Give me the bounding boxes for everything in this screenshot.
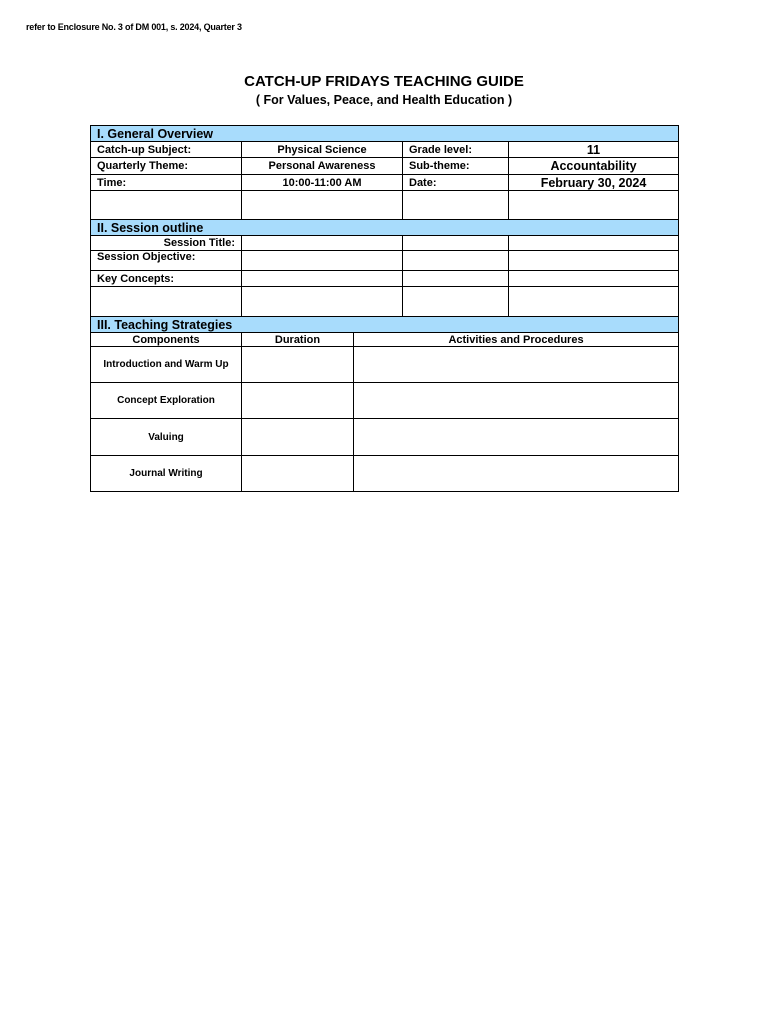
grade-value[interactable]: 11 — [509, 142, 679, 158]
blank-cell[interactable] — [91, 191, 242, 221]
key-concepts-value[interactable] — [242, 271, 403, 287]
activities-header: Activities and Procedures — [354, 333, 679, 347]
duration-header: Duration — [242, 333, 354, 347]
activities-cell[interactable] — [354, 456, 679, 492]
table-row — [91, 347, 679, 383]
general-overview-heading: I. General Overview — [91, 126, 679, 142]
activities-cell[interactable] — [354, 383, 679, 419]
duration-cell[interactable] — [242, 383, 354, 419]
blank-cell[interactable] — [403, 236, 509, 251]
components-header: Components — [91, 333, 242, 347]
enclosure-reference: refer to Enclosure No. 3 of DM 001, s. 2024, Quarter 3 — [26, 22, 242, 32]
blank-cell[interactable] — [509, 236, 679, 251]
blank-cell[interactable] — [242, 287, 403, 318]
document-title: CATCH-UP FRIDAYS TEACHING GUIDE — [244, 73, 524, 90]
session-outline-heading: II. Session outline — [91, 220, 679, 236]
subject-label: Catch-up Subject: — [91, 142, 242, 158]
session-title-label: Session Title: — [91, 236, 242, 251]
table-row — [91, 456, 679, 492]
activities-cell[interactable] — [354, 347, 679, 383]
activities-cell[interactable] — [354, 419, 679, 456]
blank-cell[interactable] — [403, 287, 509, 318]
session-objective-label: Session Objective: — [91, 251, 242, 271]
session-outline-table — [90, 219, 679, 318]
duration-cell[interactable] — [242, 347, 354, 383]
subject-value[interactable]: Physical Science — [242, 142, 403, 158]
blank-cell[interactable] — [509, 191, 679, 221]
blank-cell[interactable] — [91, 287, 242, 318]
teaching-strategies-heading: III. Teaching Strategies — [91, 317, 679, 333]
subtheme-label: Sub-theme: — [403, 158, 509, 175]
component-label: Concept Exploration — [91, 383, 242, 419]
session-objective-value[interactable] — [242, 251, 403, 271]
grade-label: Grade level: — [403, 142, 509, 158]
blank-cell[interactable] — [403, 251, 509, 271]
component-label: Valuing — [91, 419, 242, 456]
time-label: Time: — [91, 175, 242, 191]
date-label: Date: — [403, 175, 509, 191]
theme-label: Quarterly Theme: — [91, 158, 242, 175]
blank-cell[interactable] — [509, 271, 679, 287]
duration-cell[interactable] — [242, 419, 354, 456]
blank-cell[interactable] — [509, 287, 679, 318]
subtheme-value[interactable]: Accountability — [509, 158, 679, 175]
table-row — [91, 419, 679, 456]
blank-cell[interactable] — [242, 191, 403, 221]
document-subtitle: ( For Values, Peace, and Health Education ) — [255, 93, 513, 107]
duration-cell[interactable] — [242, 456, 354, 492]
table-row — [91, 383, 679, 419]
component-label: Journal Writing — [91, 456, 242, 492]
time-value[interactable]: 10:00-11:00 AM — [242, 175, 403, 191]
blank-cell[interactable] — [509, 251, 679, 271]
blank-cell[interactable] — [403, 191, 509, 221]
component-label: Introduction and Warm Up — [91, 347, 242, 383]
general-overview-table — [90, 125, 679, 221]
key-concepts-label: Key Concepts: — [91, 271, 242, 287]
blank-cell[interactable] — [403, 271, 509, 287]
date-value[interactable]: February 30, 2024 — [509, 175, 679, 191]
session-title-value[interactable] — [242, 236, 403, 251]
teaching-strategies-table — [90, 316, 679, 492]
theme-value[interactable]: Personal Awareness — [242, 158, 403, 175]
